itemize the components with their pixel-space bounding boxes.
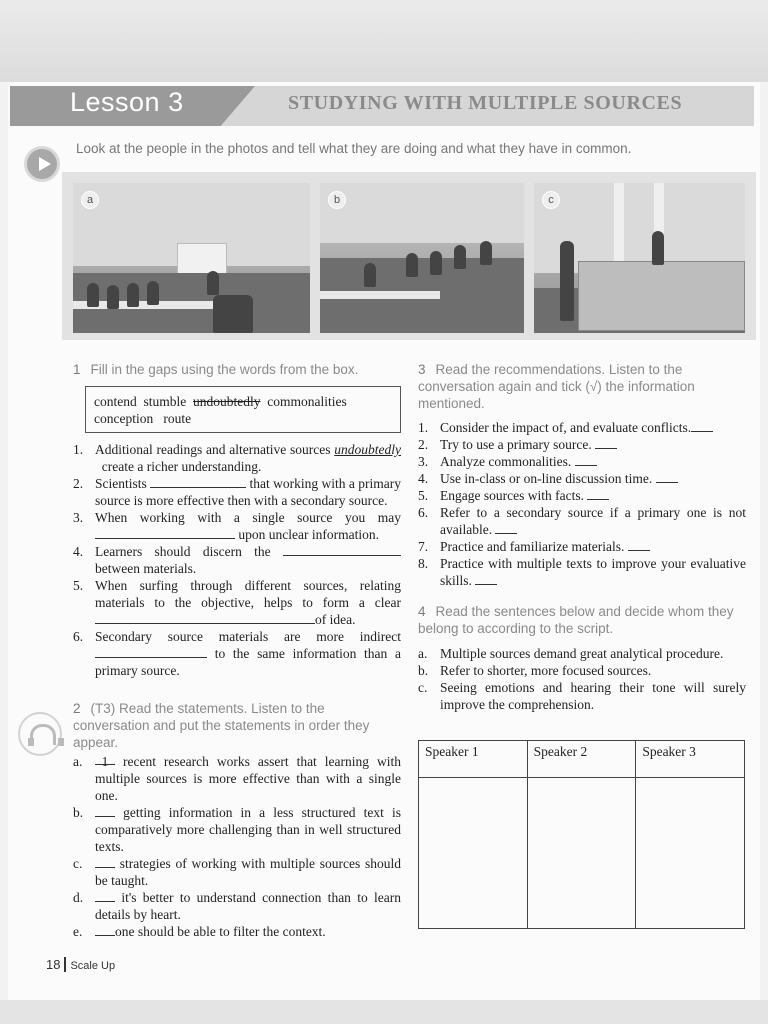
desk bbox=[320, 291, 440, 299]
list-item: 5. When surfing through different sources, relating materials to the objective, helps to form a clear of idea. bbox=[73, 578, 401, 627]
speaker-2-header: Speaker 2 bbox=[527, 741, 636, 778]
answer-blank[interactable] bbox=[95, 527, 235, 539]
column bbox=[614, 183, 624, 273]
list-item: 3. When working with a single source you may upon unclear information. bbox=[73, 510, 401, 542]
list-item: b. getting information in a less structured text is comparatively more challenging than in well structured texts. bbox=[73, 805, 402, 854]
exercise-number: 3 bbox=[418, 362, 426, 377]
student bbox=[560, 241, 574, 321]
student bbox=[406, 253, 418, 277]
exercise-instruction: Fill in the gaps using the words from the box. bbox=[90, 362, 359, 377]
student bbox=[213, 295, 253, 333]
list-item: 1. Consider the impact of, and evaluate conflicts. bbox=[418, 419, 746, 436]
page-footer bbox=[46, 957, 115, 972]
exercise-number: 1 bbox=[73, 362, 81, 377]
projection-screen bbox=[177, 243, 227, 277]
top-margin bbox=[0, 0, 768, 82]
speaker-3-header: Speaker 3 bbox=[636, 741, 745, 778]
exercise-4-list bbox=[418, 645, 746, 713]
exercise-number: 2 bbox=[73, 701, 81, 716]
order-blank[interactable] bbox=[95, 805, 115, 817]
list-item: 2. Try to use a primary source. bbox=[418, 436, 746, 453]
photo-badge: a bbox=[81, 191, 99, 209]
answer-blank[interactable] bbox=[95, 612, 315, 624]
box-word: contend bbox=[94, 394, 137, 409]
answer-blank[interactable] bbox=[150, 476, 246, 488]
speaker-2-cell[interactable] bbox=[527, 778, 636, 929]
list-item: c. strategies of working with multiple sources should be taught. bbox=[73, 856, 402, 888]
speaker-1-cell[interactable] bbox=[419, 778, 528, 929]
exercise-number: 4 bbox=[418, 604, 426, 619]
tick-blank[interactable] bbox=[495, 522, 517, 534]
answer-blank[interactable] bbox=[283, 544, 401, 556]
speaker-table bbox=[418, 740, 745, 929]
student bbox=[480, 241, 492, 265]
list-item: 4. Learners should discern the between materials. bbox=[73, 543, 401, 577]
filled-answer[interactable]: undoubtedly bbox=[334, 442, 401, 457]
student bbox=[652, 231, 664, 265]
list-item: 7. Practice and familiarize materials. bbox=[418, 538, 746, 555]
bottom-margin bbox=[0, 1000, 768, 1024]
list-item: 4. Use in-class or on-line discussion time. bbox=[418, 470, 746, 487]
list-item: 3. Analyze commonalities. bbox=[418, 453, 746, 470]
order-blank[interactable] bbox=[95, 856, 115, 868]
bookshelf bbox=[578, 261, 745, 331]
teacher bbox=[207, 271, 219, 295]
tick-blank[interactable] bbox=[691, 420, 713, 432]
exercise-instruction: Read the sentences below and decide whom they belong to according to the script. bbox=[418, 604, 734, 636]
student bbox=[364, 263, 376, 287]
tick-blank[interactable] bbox=[587, 488, 609, 500]
exercise-4-heading bbox=[418, 603, 746, 637]
tick-blank[interactable] bbox=[575, 454, 597, 466]
student bbox=[127, 283, 139, 307]
tick-blank[interactable] bbox=[595, 437, 617, 449]
photo-c bbox=[534, 183, 745, 333]
answer-blank[interactable] bbox=[95, 646, 207, 658]
exercise-1-heading bbox=[73, 361, 403, 378]
exercise-instruction: (T3) Read the statements. Listen to the conversation and put the statements in order they appear. bbox=[73, 701, 370, 750]
exercise-3-list bbox=[418, 419, 746, 589]
list-item: 8. Practice with multiple texts to improve your evaluative skills. bbox=[418, 556, 746, 588]
student bbox=[147, 281, 159, 305]
list-item: 5. Engage sources with facts. bbox=[418, 487, 746, 504]
intro-instruction: Look at the people in the photos and tell what they are doing and what they have in common. bbox=[76, 141, 632, 156]
student bbox=[107, 285, 119, 309]
student bbox=[454, 245, 466, 269]
box-word: stumble bbox=[143, 394, 187, 409]
list-item: c. Seeing emotions and hearing their tone will surely improve the comprehension. bbox=[418, 680, 746, 712]
page-number: 18 bbox=[46, 957, 61, 972]
exercise-1-list bbox=[73, 441, 401, 679]
order-blank[interactable] bbox=[95, 890, 115, 902]
exercise-2-list bbox=[73, 753, 401, 940]
order-blank[interactable] bbox=[95, 924, 115, 936]
headphones-icon[interactable] bbox=[18, 712, 62, 756]
list-item: 1. Additional readings and alternative sources undoubtedly create a richer understanding. bbox=[73, 442, 401, 474]
box-word: commonalities bbox=[267, 394, 347, 409]
photo-badge: b bbox=[328, 191, 346, 209]
exercise-instruction: Read the recommendations. Listen to the conversation again and tick (√) the information mentioned. bbox=[418, 362, 695, 411]
photo-wall bbox=[320, 183, 524, 243]
photo-a bbox=[73, 183, 310, 333]
list-item: 6. Secondary source materials are more indirect to the same information than a primary source. bbox=[73, 629, 402, 678]
box-word: conception bbox=[94, 411, 154, 426]
footer-divider bbox=[64, 957, 66, 972]
speaker-3-cell[interactable] bbox=[636, 778, 745, 929]
list-item: d. it's better to understand connection than to learn details by heart. bbox=[73, 890, 402, 922]
list-item: a. 1 recent research works assert that learning with multiple sources is more effective than with a single one. bbox=[73, 754, 401, 803]
photo-b bbox=[320, 183, 524, 333]
box-word-used: undoubtedly bbox=[193, 394, 261, 409]
exercise-3-heading bbox=[418, 361, 746, 412]
order-answer[interactable]: 1 bbox=[95, 753, 115, 765]
lesson-label: Lesson 3 bbox=[70, 87, 184, 117]
list-item: a. Multiple sources demand great analytical procedure. bbox=[418, 646, 724, 661]
exercise-2-heading bbox=[73, 700, 401, 751]
box-word: route bbox=[163, 411, 192, 426]
list-item: b. Refer to shorter, more focused sources. bbox=[418, 663, 652, 678]
list-item: 6. Refer to a secondary source if a primary one is not available. bbox=[418, 505, 746, 537]
word-box bbox=[85, 386, 401, 433]
list-item: e. one should be able to filter the context. bbox=[73, 924, 326, 939]
photo-badge: c bbox=[542, 191, 560, 209]
tick-blank[interactable] bbox=[656, 471, 678, 483]
brand-name: Scale Up bbox=[70, 960, 116, 972]
tick-blank[interactable] bbox=[628, 539, 650, 551]
student bbox=[87, 283, 99, 307]
tick-blank[interactable] bbox=[475, 573, 497, 585]
play-icon[interactable] bbox=[24, 146, 60, 182]
student bbox=[430, 251, 442, 275]
lesson-title: STUDYING WITH MULTIPLE SOURCES bbox=[288, 92, 683, 114]
speaker-1-header: Speaker 1 bbox=[419, 741, 528, 778]
list-item: 2. Scientists that working with a primary source is more effective then with a secondary source. bbox=[73, 476, 402, 508]
